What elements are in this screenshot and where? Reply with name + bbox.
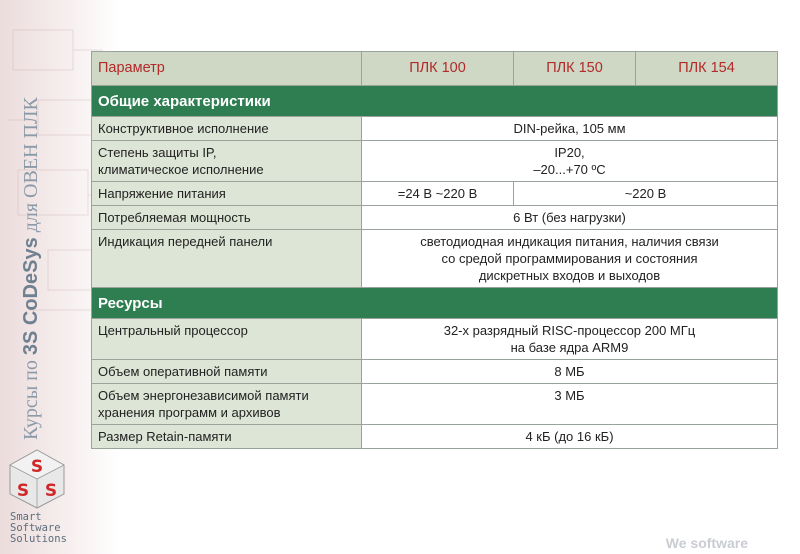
row-label: Напряжение питания [92,182,362,206]
row-value: IP20, –20...+70 ºC [362,141,778,182]
row-label: Объем оперативной памяти [92,360,362,384]
row-label: Размер Retain-памяти [92,425,362,449]
section-title: Ресурсы [92,288,778,319]
table-row [92,117,778,141]
svg-text:S: S [30,457,44,477]
row-value: 32-х разрядный RISC-процессор 200 МГц на базе ядра ARM9 [362,319,778,360]
table-row [92,206,778,230]
table-row [92,425,778,449]
tagline: We software [665,535,748,551]
table-row [92,182,778,206]
logo-caption: Smart Software Solutions [10,511,67,545]
table-header-row [92,52,778,86]
row-label: Потребляемая мощность [92,206,362,230]
row-value-plc100: =24 В ~220 В [362,182,514,206]
row-value: 3 МБ [362,384,778,425]
header-plc150: ПЛК 150 [514,52,636,86]
row-label: Конструктивное исполнение [92,117,362,141]
table-row [92,384,778,425]
plc-spec-table [91,51,778,449]
svg-text:S: S [44,481,58,501]
row-label: Индикация передней панели [92,230,362,288]
row-value: светодиодная индикация питания, наличия связи со средой программирования и состояния дискретных входов и выходов [362,230,778,288]
table-row [92,141,778,182]
row-label: Центральный процессор [92,319,362,360]
row-value: DIN-рейка, 105 мм [362,117,778,141]
header-plc100: ПЛК 100 [362,52,514,86]
row-value: 4 кБ (до 16 кБ) [362,425,778,449]
vertical-course-title: Курсы по 3S CoDeSys для ОВЕН ПЛК [20,97,42,440]
row-value: 8 МБ [362,360,778,384]
header-parameter: Параметр [92,52,362,86]
table-row [92,319,778,360]
table-row [92,360,778,384]
row-value: 6 Вт (без нагрузки) [362,206,778,230]
sss-logo-icon [6,448,68,510]
svg-text:S: S [16,481,30,501]
row-label: Объем энергонезависимой памяти хранения программ и архивов [92,384,362,425]
table-row [92,230,778,288]
row-label: Степень защиты IP, климатическое исполнение [92,141,362,182]
section-row-general [92,86,778,117]
header-plc154: ПЛК 154 [636,52,778,86]
section-row-resources [92,288,778,319]
row-value-plc150-154: ~220 В [514,182,778,206]
section-title: Общие характеристики [92,86,778,117]
